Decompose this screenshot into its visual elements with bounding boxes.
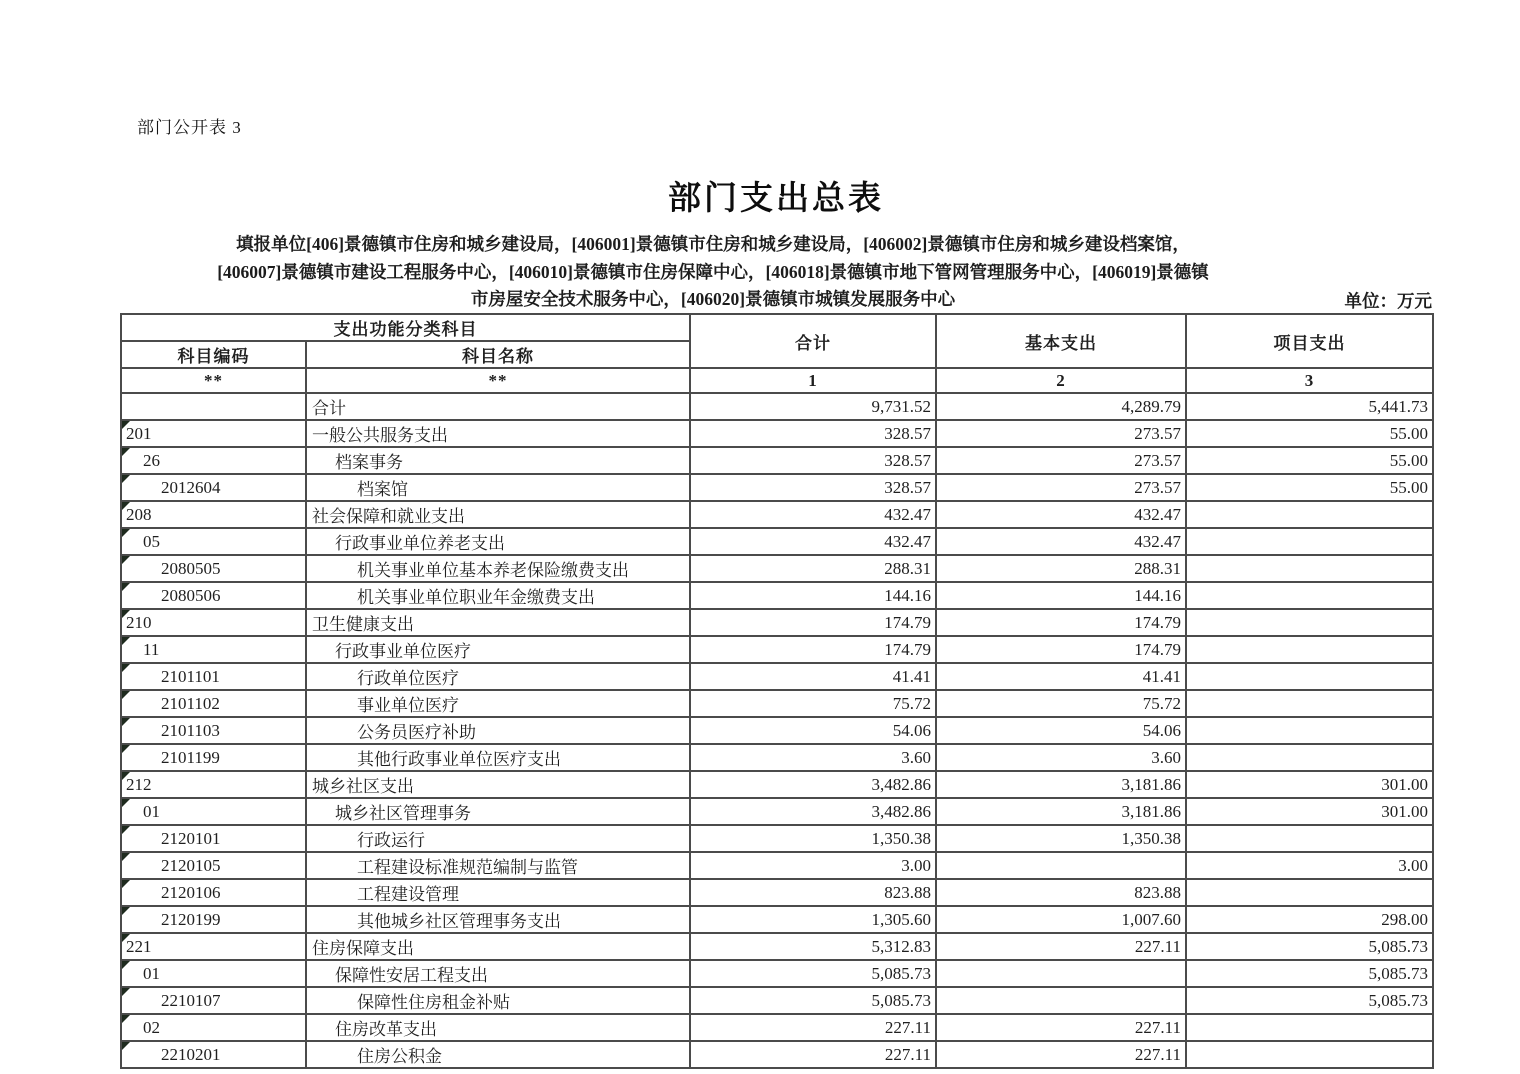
code-cell: 2080505 xyxy=(121,555,306,582)
code-cell: 212 xyxy=(121,771,306,798)
total-cell: 5,312.83 xyxy=(690,933,936,960)
basic-cell xyxy=(936,852,1186,879)
basic-cell: 273.57 xyxy=(936,420,1186,447)
name-cell: 行政运行 xyxy=(306,825,690,852)
doc-label: 部门公开表 3 xyxy=(137,118,242,137)
table-row xyxy=(121,771,1433,798)
total-cell: 328.57 xyxy=(690,474,936,501)
name-cell: 机关事业单位基本养老保险缴费支出 xyxy=(306,555,690,582)
total-cell: 3,482.86 xyxy=(690,771,936,798)
cell-corner-marker-icon xyxy=(122,691,130,699)
table-row xyxy=(121,582,1433,609)
table-row xyxy=(121,852,1433,879)
table-row xyxy=(121,420,1433,447)
expenditure-table xyxy=(120,313,1434,1069)
basic-cell: 3.60 xyxy=(936,744,1186,771)
code-cell: 2210201 xyxy=(121,1041,306,1068)
name-cell: 行政事业单位养老支出 xyxy=(306,528,690,555)
basic-cell: 273.57 xyxy=(936,474,1186,501)
header-code: 科目编码 xyxy=(121,341,306,368)
cell-corner-marker-icon xyxy=(122,853,130,861)
header-basic: 基本支出 xyxy=(936,314,1186,368)
code-cell: 2120105 xyxy=(121,852,306,879)
name-cell: 卫生健康支出 xyxy=(306,609,690,636)
project-cell xyxy=(1186,879,1433,906)
table-row xyxy=(121,987,1433,1014)
total-cell: 41.41 xyxy=(690,663,936,690)
code-cell: 11 xyxy=(121,636,306,663)
cell-corner-marker-icon xyxy=(122,745,130,753)
table-row xyxy=(121,744,1433,771)
cell-corner-marker-icon xyxy=(122,772,130,780)
basic-cell: 174.79 xyxy=(936,636,1186,663)
project-cell: 55.00 xyxy=(1186,447,1433,474)
project-cell: 5,085.73 xyxy=(1186,933,1433,960)
name-cell: 其他行政事业单位医疗支出 xyxy=(306,744,690,771)
basic-cell xyxy=(936,960,1186,987)
cell-corner-marker-icon xyxy=(122,718,130,726)
basic-cell: 432.47 xyxy=(936,501,1186,528)
code-cell: 210 xyxy=(121,609,306,636)
name-cell: 保障性安居工程支出 xyxy=(306,960,690,987)
cell-corner-marker-icon xyxy=(122,961,130,969)
header-total-mark: 1 xyxy=(690,368,936,393)
table-row xyxy=(121,690,1433,717)
reporting-units-line-1: 填报单位[406]景德镇市住房和城乡建设局，[406001]景德镇市住房和城乡建设局，[406002]景德镇市住房和城乡建设档案馆， xyxy=(236,234,1190,254)
reporting-units xyxy=(120,231,1306,314)
header-name-mark: ** xyxy=(306,368,690,393)
cell-corner-marker-icon xyxy=(122,1042,130,1050)
total-cell: 54.06 xyxy=(690,717,936,744)
project-cell: 301.00 xyxy=(1186,771,1433,798)
table-row xyxy=(121,960,1433,987)
name-cell: 社会保障和就业支出 xyxy=(306,501,690,528)
total-cell: 432.47 xyxy=(690,528,936,555)
code-cell: 01 xyxy=(121,798,306,825)
name-cell: 住房公积金 xyxy=(306,1041,690,1068)
project-cell: 5,441.73 xyxy=(1186,393,1433,420)
name-cell: 档案馆 xyxy=(306,474,690,501)
cell-corner-marker-icon xyxy=(122,664,130,672)
project-cell xyxy=(1186,744,1433,771)
code-cell: 2080506 xyxy=(121,582,306,609)
name-cell: 档案事务 xyxy=(306,447,690,474)
project-cell xyxy=(1186,1014,1433,1041)
basic-cell: 273.57 xyxy=(936,447,1186,474)
name-cell: 合计 xyxy=(306,393,690,420)
reporting-units-line-3: 市房屋安全技术服务中心，[406020]景德镇市城镇发展服务中心 xyxy=(470,289,956,309)
basic-cell: 4,289.79 xyxy=(936,393,1186,420)
basic-cell: 3,181.86 xyxy=(936,798,1186,825)
code-cell: 221 xyxy=(121,933,306,960)
cell-corner-marker-icon xyxy=(122,475,130,483)
table-row xyxy=(121,393,1433,420)
basic-cell: 3,181.86 xyxy=(936,771,1186,798)
basic-cell: 174.79 xyxy=(936,609,1186,636)
cell-corner-marker-icon xyxy=(122,610,130,618)
basic-cell: 41.41 xyxy=(936,663,1186,690)
project-cell xyxy=(1186,501,1433,528)
project-cell xyxy=(1186,609,1433,636)
basic-cell: 1,007.60 xyxy=(936,906,1186,933)
total-cell: 227.11 xyxy=(690,1041,936,1068)
code-cell: 2101199 xyxy=(121,744,306,771)
unit-label: 单位：万元 xyxy=(1344,291,1432,311)
total-cell: 3.60 xyxy=(690,744,936,771)
cell-corner-marker-icon xyxy=(122,637,130,645)
table-row xyxy=(121,1041,1433,1068)
name-cell: 事业单位医疗 xyxy=(306,690,690,717)
basic-cell: 227.11 xyxy=(936,1041,1186,1068)
cell-corner-marker-icon xyxy=(122,934,130,942)
name-cell: 行政单位医疗 xyxy=(306,663,690,690)
cell-corner-marker-icon xyxy=(122,907,130,915)
name-cell: 住房保障支出 xyxy=(306,933,690,960)
total-cell: 5,085.73 xyxy=(690,960,936,987)
name-cell: 城乡社区支出 xyxy=(306,771,690,798)
header-code-mark: ** xyxy=(121,368,306,393)
code-cell: 01 xyxy=(121,960,306,987)
table-row xyxy=(121,528,1433,555)
code-cell: 05 xyxy=(121,528,306,555)
project-cell xyxy=(1186,717,1433,744)
project-cell xyxy=(1186,1041,1433,1068)
cell-corner-marker-icon xyxy=(122,448,130,456)
table-row xyxy=(121,879,1433,906)
total-cell: 1,350.38 xyxy=(690,825,936,852)
project-cell: 55.00 xyxy=(1186,474,1433,501)
total-cell: 174.79 xyxy=(690,609,936,636)
total-cell: 3.00 xyxy=(690,852,936,879)
project-cell xyxy=(1186,528,1433,555)
header-basic-mark: 2 xyxy=(936,368,1186,393)
project-cell xyxy=(1186,555,1433,582)
project-cell xyxy=(1186,582,1433,609)
name-cell: 住房改革支出 xyxy=(306,1014,690,1041)
total-cell: 823.88 xyxy=(690,879,936,906)
header-function-group: 支出功能分类科目 xyxy=(121,314,690,341)
code-cell: 2120101 xyxy=(121,825,306,852)
basic-cell: 227.11 xyxy=(936,1014,1186,1041)
page-title: 部门支出总表 xyxy=(668,179,884,216)
header-total: 合计 xyxy=(690,314,936,368)
table-row xyxy=(121,474,1433,501)
cell-corner-marker-icon xyxy=(122,529,130,537)
cell-corner-marker-icon xyxy=(122,799,130,807)
basic-cell: 432.47 xyxy=(936,528,1186,555)
basic-cell: 144.16 xyxy=(936,582,1186,609)
header-name: 科目名称 xyxy=(306,341,690,368)
total-cell: 174.79 xyxy=(690,636,936,663)
code-cell: 2101103 xyxy=(121,717,306,744)
reporting-units-line-2: [406007]景德镇市建设工程服务中心，[406010]景德镇市住房保障中心，[406018]景德镇市地下管网管理服务中心，[406019]景德镇 xyxy=(217,261,1209,282)
cell-corner-marker-icon xyxy=(122,1015,130,1023)
header-project-mark: 3 xyxy=(1186,368,1433,393)
table-row xyxy=(121,933,1433,960)
code-cell: 2210107 xyxy=(121,987,306,1014)
total-cell: 288.31 xyxy=(690,555,936,582)
header-project: 项目支出 xyxy=(1186,314,1433,368)
basic-cell: 288.31 xyxy=(936,555,1186,582)
project-cell: 298.00 xyxy=(1186,906,1433,933)
table-row xyxy=(121,501,1433,528)
name-cell: 机关事业单位职业年金缴费支出 xyxy=(306,582,690,609)
name-cell: 工程建设标准规范编制与监管 xyxy=(306,852,690,879)
basic-cell: 227.11 xyxy=(936,933,1186,960)
total-cell: 75.72 xyxy=(690,690,936,717)
basic-cell: 75.72 xyxy=(936,690,1186,717)
name-cell: 其他城乡社区管理事务支出 xyxy=(306,906,690,933)
table-row xyxy=(121,717,1433,744)
code-cell: 208 xyxy=(121,501,306,528)
code-cell: 2012604 xyxy=(121,474,306,501)
project-cell: 5,085.73 xyxy=(1186,960,1433,987)
basic-cell: 1,350.38 xyxy=(936,825,1186,852)
project-cell: 5,085.73 xyxy=(1186,987,1433,1014)
header-row-marks xyxy=(121,368,1433,393)
code-cell: 02 xyxy=(121,1014,306,1041)
code-cell: 2120106 xyxy=(121,879,306,906)
cell-corner-marker-icon xyxy=(122,880,130,888)
table-row xyxy=(121,1014,1433,1041)
cell-corner-marker-icon xyxy=(122,556,130,564)
total-cell: 1,305.60 xyxy=(690,906,936,933)
code-cell: 2101102 xyxy=(121,690,306,717)
name-cell: 一般公共服务支出 xyxy=(306,420,690,447)
total-cell: 328.57 xyxy=(690,420,936,447)
basic-cell xyxy=(936,987,1186,1014)
project-cell: 55.00 xyxy=(1186,420,1433,447)
project-cell xyxy=(1186,825,1433,852)
name-cell: 公务员医疗补助 xyxy=(306,717,690,744)
total-cell: 227.11 xyxy=(690,1014,936,1041)
table-row xyxy=(121,825,1433,852)
cell-corner-marker-icon xyxy=(122,421,130,429)
table-row xyxy=(121,906,1433,933)
total-cell: 5,085.73 xyxy=(690,987,936,1014)
project-cell xyxy=(1186,663,1433,690)
table-row xyxy=(121,447,1433,474)
total-cell: 9,731.52 xyxy=(690,393,936,420)
table-row xyxy=(121,609,1433,636)
name-cell: 行政事业单位医疗 xyxy=(306,636,690,663)
cell-corner-marker-icon xyxy=(122,502,130,510)
code-cell: 201 xyxy=(121,420,306,447)
table-row xyxy=(121,636,1433,663)
project-cell xyxy=(1186,690,1433,717)
code-cell: 26 xyxy=(121,447,306,474)
total-cell: 328.57 xyxy=(690,447,936,474)
code-cell: 2101101 xyxy=(121,663,306,690)
total-cell: 144.16 xyxy=(690,582,936,609)
name-cell: 保障性住房租金补贴 xyxy=(306,987,690,1014)
code-cell: 2120199 xyxy=(121,906,306,933)
total-cell: 3,482.86 xyxy=(690,798,936,825)
name-cell: 城乡社区管理事务 xyxy=(306,798,690,825)
cell-corner-marker-icon xyxy=(122,826,130,834)
project-cell xyxy=(1186,636,1433,663)
total-cell: 432.47 xyxy=(690,501,936,528)
project-cell: 301.00 xyxy=(1186,798,1433,825)
project-cell: 3.00 xyxy=(1186,852,1433,879)
header-row-group xyxy=(121,314,1433,341)
cell-corner-marker-icon xyxy=(122,583,130,591)
name-cell: 工程建设管理 xyxy=(306,879,690,906)
cell-corner-marker-icon xyxy=(122,988,130,996)
code-cell xyxy=(121,393,306,420)
basic-cell: 823.88 xyxy=(936,879,1186,906)
basic-cell: 54.06 xyxy=(936,717,1186,744)
table-row xyxy=(121,663,1433,690)
table-row xyxy=(121,798,1433,825)
table-row xyxy=(121,555,1433,582)
